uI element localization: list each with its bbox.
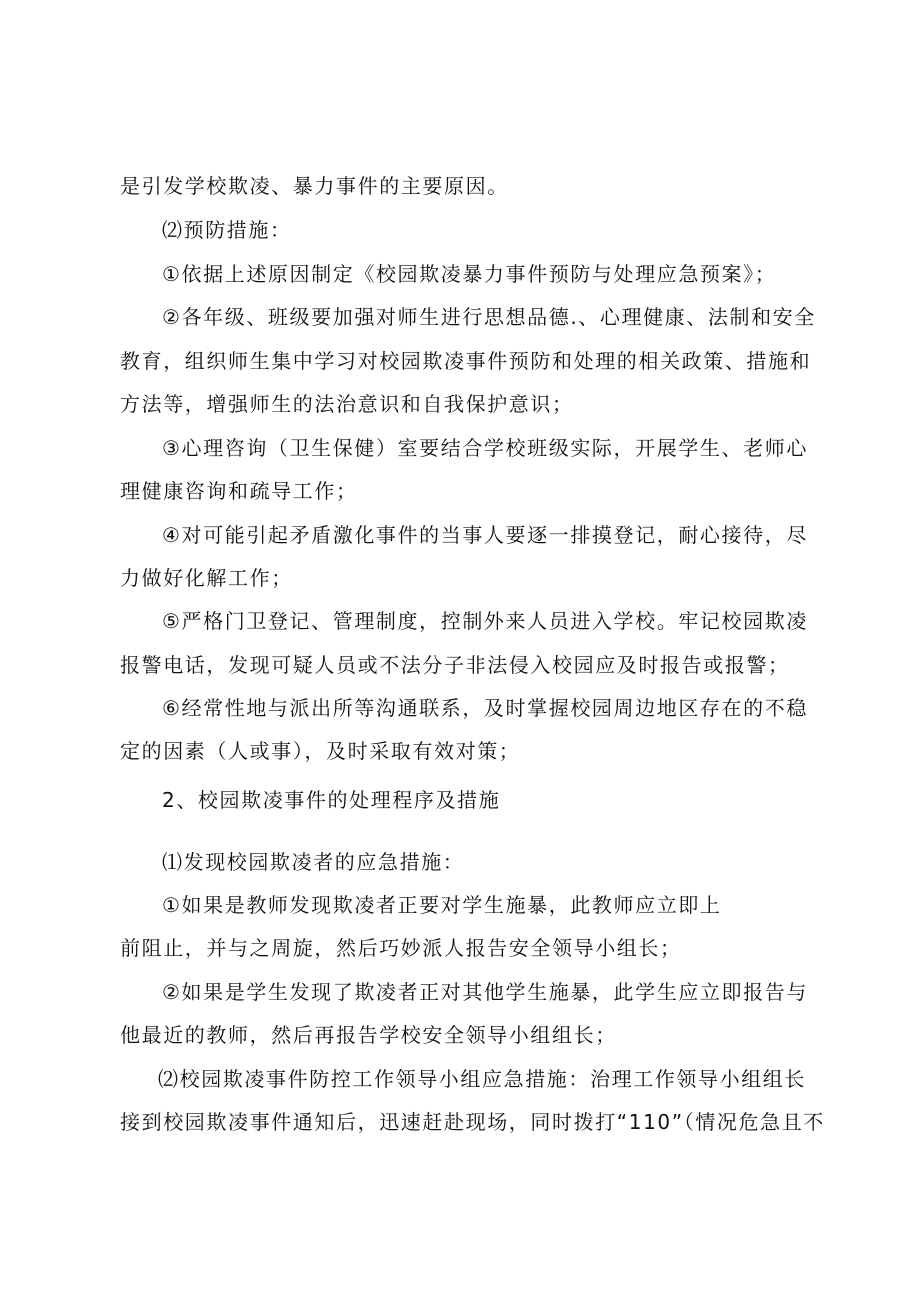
- list-item: ②各年级、班级要加强对师生进行思想品德.、心理健康、法制和安全: [162, 305, 816, 329]
- section-heading: ⑵预防措施：: [162, 218, 292, 242]
- list-item: ②如果是学生发现了欺凌者正对其他学生施暴，此学生应立即报告与: [162, 980, 808, 1004]
- section-heading: ⑵校园欺凌事件防控工作领导小组应急措施：治理工作领导小组组长: [158, 1067, 806, 1091]
- list-item: ①如果是教师发现欺凌者正要对学生施暴，此教师应立即上: [162, 893, 722, 917]
- list-item: ①依据上述原因制定《校园欺凌暴力事件预防与处理应急预案》；: [162, 262, 777, 286]
- text-line: 力做好化解工作；: [120, 566, 293, 590]
- list-item: ④对可能引起矛盾激化事件的当事人要逐一排摸登记，耐心接待，尽: [162, 523, 808, 547]
- section-heading: 2、校园欺凌事件的处理程序及措施: [162, 788, 501, 812]
- text-line: 是引发学校欺凌、暴力事件的主要原因。: [120, 174, 509, 198]
- text-line: 接到校园欺凌事件通知后，迅速赶赴现场，同时拨打“110”（情况危急且不: [120, 1110, 825, 1134]
- text-line: 定的因素（人或事），及时采取有效对策；: [120, 739, 521, 763]
- section-heading: ⑴发现校园欺凌者的应急措施：: [162, 850, 465, 874]
- list-item: ⑥经常性地与派出所等沟通联系，及时掌握校园周边地区存在的不稳: [162, 696, 808, 720]
- text-line: 他最近的教师，然后再报告学校安全领导小组组长；: [120, 1023, 617, 1047]
- text-line: 教育，组织师生集中学习对校园欺凌事件预防和处理的相关政策、措施和: [120, 349, 812, 373]
- text-line: 方法等，增强师生的法治意识和自我保护意识；: [120, 392, 574, 416]
- text-line: 前阻止，并与之周旋，然后巧妙派人报告安全领导小组长；: [120, 936, 682, 960]
- list-item: ③心理咨询（卫生保健）室要结合学校班级实际，开展学生、老师心: [162, 436, 808, 460]
- list-item: ⑤严格门卫登记、管理制度，控制外来人员进入学校。牢记校园欺凌: [162, 609, 808, 633]
- text-line: 报警电话，发现可疑人员或不法分子非法侵入校园应及时报告或报警；: [120, 653, 790, 677]
- text-line: 理健康咨询和疏导工作；: [120, 479, 358, 503]
